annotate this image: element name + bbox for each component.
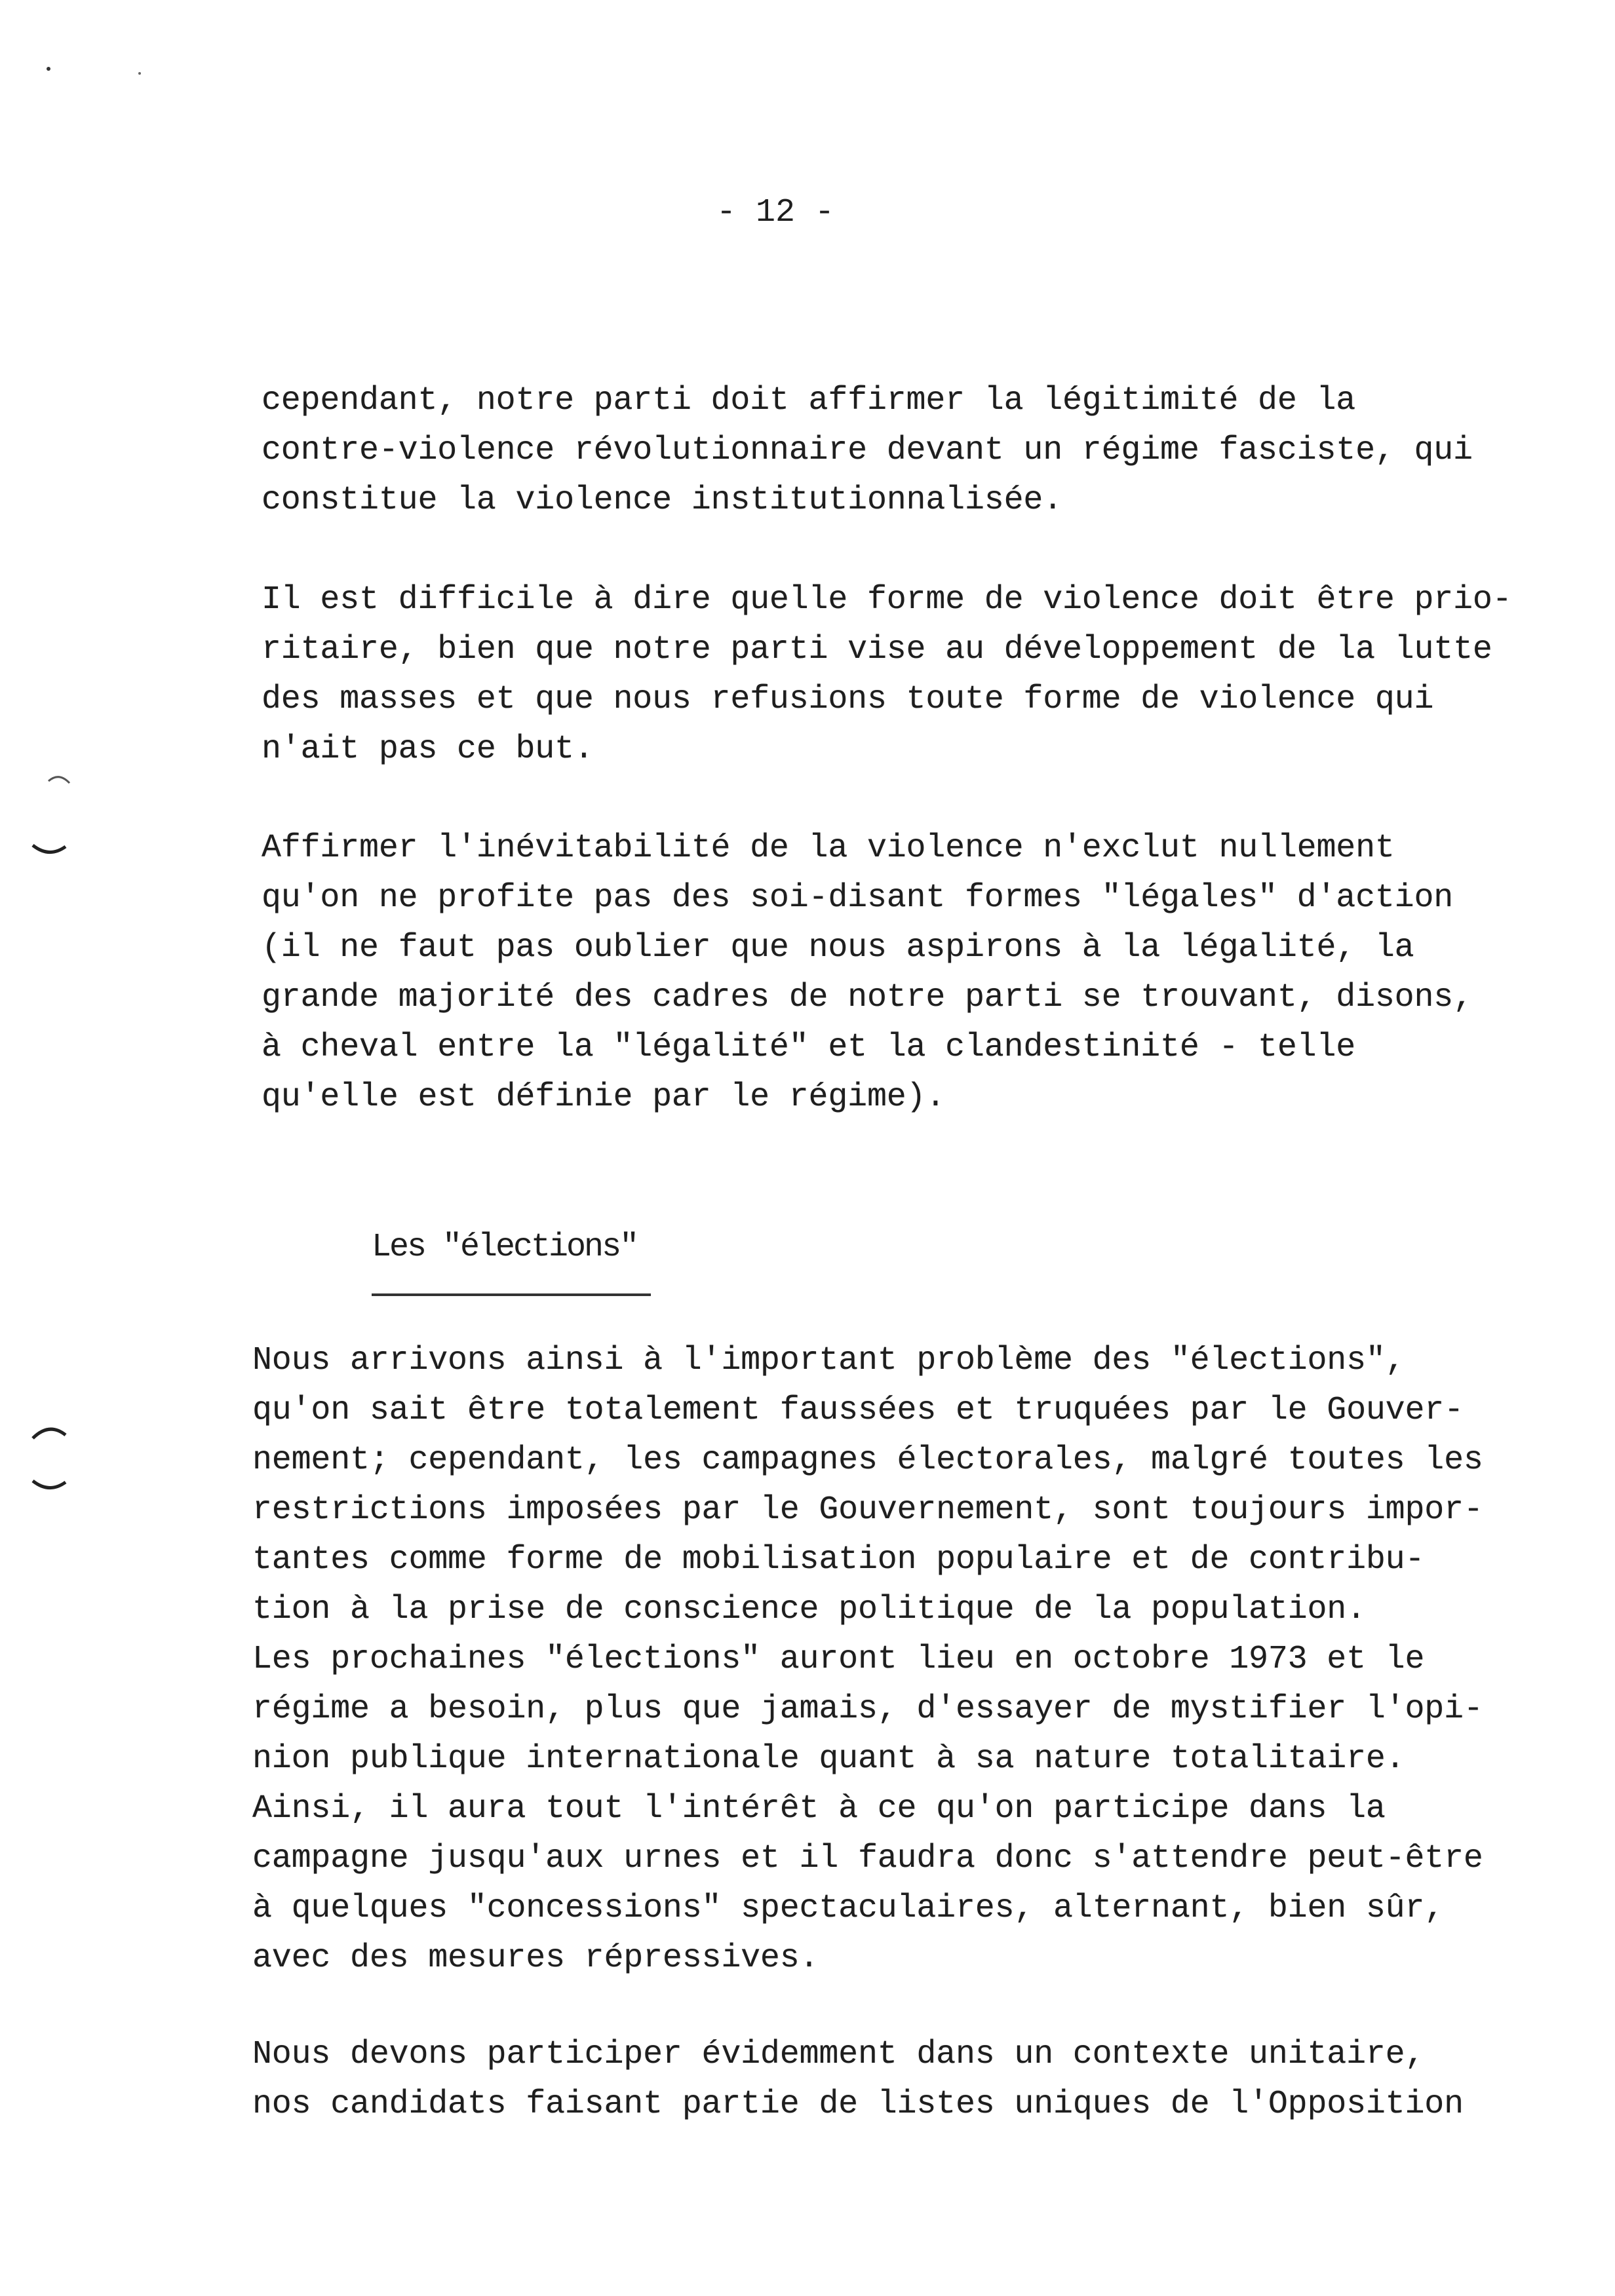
text-line: qu'on ne profite pas des soi-disant formes "légales" d'action [262, 879, 1454, 917]
binder-hole-marks-icon [0, 0, 151, 1507]
text-line: grande majorité des cadres de notre parti se trouvant, disons, [262, 979, 1473, 1016]
text-line: (il ne faut pas oublier que nous aspirons à la légalité, la [262, 929, 1414, 966]
text-line: régime a besoin, plus que jamais, d'essayer de mystifier l'opi- [252, 1691, 1483, 1728]
text-line: avec des mesures répressives. [252, 1940, 819, 1977]
text-line: ritaire, bien que notre parti vise au développement de la lutte [262, 631, 1492, 668]
text-line: Affirmer l'inévitabilité de la violence n'exclut nullement [262, 830, 1395, 867]
text-line: tantes comme forme de mobilisation populaire et de contribu- [252, 1541, 1425, 1578]
text-line: qu'on sait être totalement faussées et truquées par le Gouver- [252, 1392, 1464, 1429]
text-line: à cheval entre la "légalité" et la clandestinité - telle [262, 1029, 1356, 1066]
page-number: - 12 - [716, 194, 835, 231]
text-line: Nous devons participer évidemment dans un contexte unitaire, [252, 2036, 1425, 2073]
heading-underline [372, 1293, 651, 1296]
text-line: Il est difficile à dire quelle forme de violence doit être prio- [262, 581, 1512, 619]
paragraph-violence-priority [262, 575, 1512, 775]
text-line: Les prochaines "élections" auront lieu en octobre 1973 et le [252, 1641, 1425, 1678]
text-line: nion publique internationale quant à sa nature totalitaire. [252, 1740, 1405, 1778]
paragraph-unitary-context [252, 2030, 1464, 2130]
text-line: à quelques "concessions" spectaculaires, alternant, bien sûr, [252, 1890, 1445, 1927]
text-line: Nous arrivons ainsi à l'important problème des "élections", [252, 1342, 1405, 1379]
text-line: n'ait pas ce but. [262, 731, 594, 768]
text-line: tion à la prise de conscience politique de la population. [252, 1591, 1366, 1628]
text-line: cependant, notre parti doit affirmer la légitimité de la [262, 382, 1356, 419]
paragraph-elections [252, 1336, 1483, 1983]
text-line: campagne jusqu'aux urnes et il faudra donc s'attendre peut-être [252, 1840, 1483, 1877]
paragraph-counter-violence [262, 376, 1473, 526]
text-line: nement; cependant, les campagnes électorales, malgré toutes les [252, 1442, 1483, 1479]
paragraph-legal-forms [262, 824, 1473, 1122]
text-line: Ainsi, il aura tout l'intérêt à ce qu'on participe dans la [252, 1790, 1386, 1827]
text-line: qu'elle est définie par le régime). [262, 1079, 946, 1116]
text-line: constitue la violence institutionnalisée. [262, 482, 1063, 519]
text-line: contre-violence révolutionnaire devant un régime fasciste, qui [262, 432, 1473, 469]
text-line: des masses et que nous refusions toute forme de violence qui [262, 681, 1434, 718]
section-heading: Les "élections" [372, 1229, 638, 1266]
text-line: nos candidats faisant partie de listes uniques de l'Opposition [252, 2086, 1464, 2123]
text-line: restrictions imposées par le Gouvernement, sont toujours impor- [252, 1491, 1483, 1529]
